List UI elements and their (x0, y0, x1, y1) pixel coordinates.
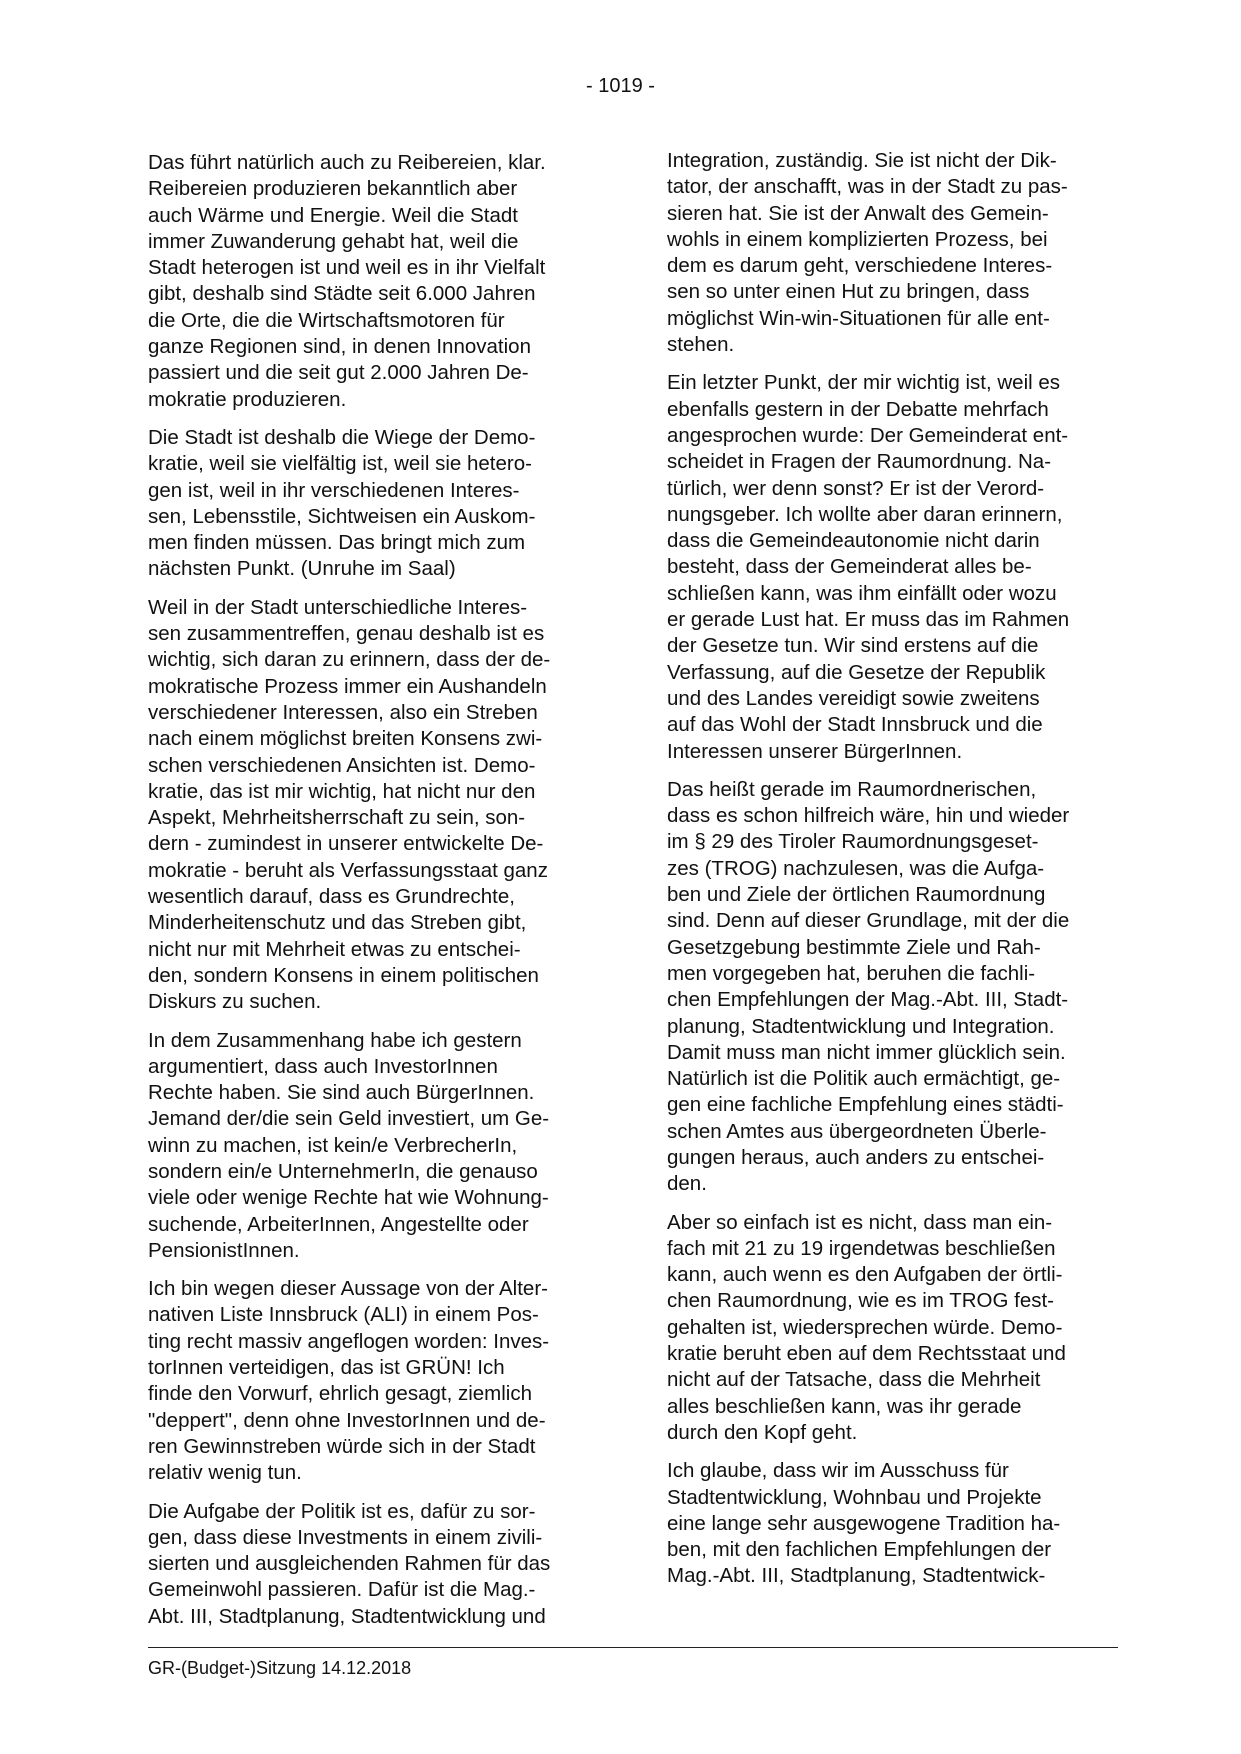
left-column (148, 150, 598, 1642)
paragraph: Das führt natürlich auch zu Reibereien, klar. Reibereien produzieren bekanntlich aber auch Wärme und Energie. Weil die Stadt immer Zuwanderung gehabt hat, weil die Stadt heterogen ist und weil es in ihr Vielfalt gibt, deshalb sind Städte seit 6.000 Jahren die Orte, die die Wirtschaftsmotoren für ganze Regionen sind, in denen Innovation passiert und die seit gut 2.000 Jahren De- mokratie produzieren. (148, 151, 546, 411)
paragraph: Ich bin wegen dieser Aussage von der Alter- nativen Liste Innsbruck (ALI) in einem Pos- ting recht massiv angeflogen worden: Inves- torInnen verteidigen, das ist GRÜN! Ich finde den Vorwurf, ehrlich gesagt, ziemlich "deppert", denn ohne InvestorInnen und de- ren Gewinnstreben würde sich in der Stadt relativ wenig tun. (148, 1277, 550, 1485)
right-column (667, 148, 1117, 1602)
paragraph: Integration, zuständig. Sie ist nicht der Dik- tator, der anschafft, was in der Stadt zu pas- sieren hat. Sie ist der Anwalt des Gemein- wohls in einem komplizierten Prozess, bei dem es darum geht, verschiedene Interes- sen so unter einen Hut zu bringen, dass möglichst Win-win-Situationen für alle ent- stehen. (667, 149, 1068, 357)
footer-session-label: GR-(Budget-)Sitzung 14.12.2018 (148, 1658, 412, 1678)
paragraph: Ein letzter Punkt, der mir wichtig ist, weil es ebenfalls gestern in der Debatte mehrfach angesprochen wurde: Der Gemeinderat ent- scheidet in Fragen der Raumordnung. Na- türlich, wer denn sonst? Er ist der Verord- nungsgeber. Ich wollte aber daran erinnern, dass die Gemeindeautonomie nicht darin besteht, dass der Gemeinderat alles be- schließen kann, was ihm einfällt oder wozu er gerade Lust hat. Er muss das im Rahmen der Gesetze tun. Wir sind erstens auf die Verfassung, auf die Gesetze der Republik und des Landes vereidigt sowie zweitens auf das Wohl der Stadt Innsbruck und die Interessen unserer BürgerInnen. (667, 371, 1070, 763)
paragraph: In dem Zusammenhang habe ich gestern argumentiert, dass auch InvestorInnen Rechte haben. Sie sind auch BürgerInnen. Jemand der/die sein Geld investiert, um Ge- winn zu machen, ist kein/e VerbrecherIn, sondern ein/e UnternehmerIn, die genauso viele oder wenige Rechte hat wie Wohnung- suchende, ArbeiterInnen, Angestellte oder PensionistInnen. (148, 1028, 550, 1262)
paragraph: Aber so einfach ist es nicht, dass man ein- fach mit 21 zu 19 irgendetwas beschließen kann, auch wenn es den Aufgaben der örtli- chen Raumordnung, wie es im TROG fest- gehalten ist, wiedersprechen würde. Demo- kratie beruht eben auf dem Rechtsstaat und nicht auf der Tatsache, dass die Mehrheit alles beschließen kann, was ihr gerade durch den Kopf geht. (667, 1210, 1066, 1444)
page-number: - 1019 - (586, 75, 655, 97)
paragraph: Die Aufgabe der Politik ist es, dafür zu sor- gen, dass diese Investments in einem zivili- sierten und ausgleichenden Rahmen für das Gemeinwohl passieren. Dafür ist die Mag.- Abt. III, Stadtplanung, Stadtentwicklung und (148, 1499, 551, 1628)
paragraph: Weil in der Stadt unterschiedliche Interes- sen zusammentreffen, genau deshalb ist es wichtig, sich daran zu erinnern, dass der de- mokratische Prozess immer ein Aushandeln verschiedener Interessen, also ein Streben nach einem möglichst breiten Konsens zwi- schen verschiedenen Ansichten ist. Demo- kratie, das ist mir wichtig, hat nicht nur den Aspekt, Mehrheitsherrschaft zu sein, son- dern - zumindest in unserer entwickelte De- mokratie - beruht als Verfassungsstaat ganz wesentlich darauf, dass es Grundrechte, Minderheitenschutz und das Streben gibt, nicht nur mit Mehrheit etwas zu entschei- den, sondern Konsens in einem politischen Diskurs zu suchen. (148, 595, 551, 1014)
paragraph: Ich glaube, dass wir im Ausschuss für Stadtentwicklung, Wohnbau und Projekte eine lange sehr ausgewogene Tradition ha- ben, mit den fachlichen Empfehlungen der Mag.-Abt. III, Stadtplanung, Stadtentwick- (667, 1459, 1061, 1588)
paragraph: Die Stadt ist deshalb die Wiege der Demo- kratie, weil sie vielfältig ist, weil sie hetero- gen ist, weil in ihr verschiedenen Interes- sen, Lebensstile, Sichtweisen ein Auskom- men finden müssen. Das bringt mich zum nächsten Punkt. (Unruhe im Saal) (148, 425, 536, 581)
footer-divider (148, 1647, 1118, 1648)
paragraph: Das heißt gerade im Raumordnerischen, dass es schon hilfreich wäre, hin und wieder im § 29 des Tiroler Raumordnungsgeset- zes (TROG) nachzulesen, was die Aufga- ben und Ziele der örtlichen Raumordnung sind. Denn auf dieser Grundlage, mit der die Gesetzgebung bestimmte Ziele und Rah- men vorgegeben hat, beruhen die fachli- chen Empfehlungen der Mag.-Abt. III, Stadt- planung, Stadtentwicklung und Integration. Damit muss man nicht immer glücklich sein. Natürlich ist die Politik auch ermächtigt, ge- gen eine fachliche Empfehlung eines städti- schen Amtes aus übergeordneten Überle- gungen heraus, auch anders zu entschei- den. (667, 777, 1070, 1196)
